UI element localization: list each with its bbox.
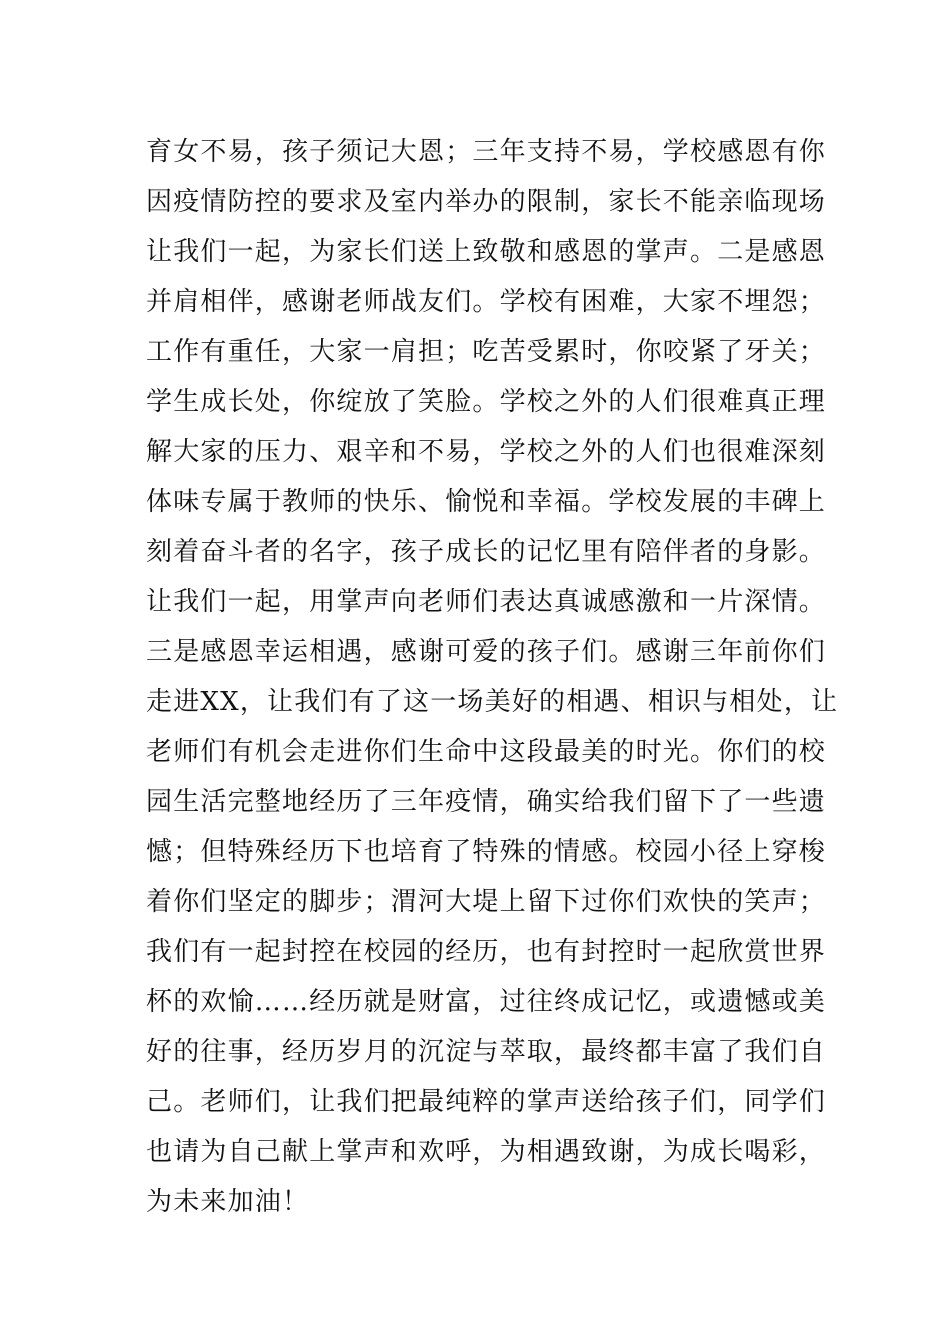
text-line: 也请为自己献上掌声和欢呼，为相遇致谢，为成长喝彩， xyxy=(146,1137,827,1167)
text-line: 走进XX，让我们有了这一场美好的相遇、相识与相处，让 xyxy=(146,687,839,717)
text-line: 并肩相伴，感谢老师战友们。学校有困难，大家不埋怨； xyxy=(146,287,827,317)
text-line: 育女不易，孩子须记大恩；三年支持不易，学校感恩有你 xyxy=(146,137,827,167)
text-line: 杯的欢愉……经历就是财富，过往终成记忆，或遗憾或美 xyxy=(146,987,827,1017)
text-line: 三是感恩幸运相遇，感谢可爱的孩子们。感谢三年前你们 xyxy=(146,637,827,667)
text-line: 憾；但特殊经历下也培育了特殊的情感。校园小径上穿梭 xyxy=(146,837,827,867)
text-line: 因疫情防控的要求及室内举办的限制，家长不能亲临现场 xyxy=(146,187,827,217)
text-line: 己。老师们，让我们把最纯粹的掌声送给孩子们，同学们 xyxy=(146,1087,827,1117)
text-line: 体味专属于教师的快乐、愉悦和幸福。学校发展的丰碑上 xyxy=(146,487,827,517)
text-line: 解大家的压力、艰辛和不易，学校之外的人们也很难深刻 xyxy=(146,437,827,467)
text-line: 园生活完整地经历了三年疫情，确实给我们留下了一些遗 xyxy=(146,787,827,817)
body-text xyxy=(146,127,839,1227)
text-line: 刻着奋斗者的名字，孩子成长的记忆里有陪伴者的身影。 xyxy=(146,537,827,567)
text-line: 让我们一起，为家长们送上致敬和感恩的掌声。二是感恩 xyxy=(146,237,827,267)
text-line: 学生成长处，你绽放了笑脸。学校之外的人们很难真正理 xyxy=(146,387,827,417)
text-line: 好的往事，经历岁月的沉淀与萃取，最终都丰富了我们自 xyxy=(146,1037,827,1067)
text-line: 为未来加油！ xyxy=(146,1187,310,1217)
text-line: 我们有一起封控在校园的经历，也有封控时一起欣赏世界 xyxy=(146,937,827,967)
text-line: 工作有重任，大家一肩担；吃苦受累时，你咬紧了牙关； xyxy=(146,337,827,367)
text-line: 让我们一起，用掌声向老师们表达真诚感激和一片深情。 xyxy=(146,587,827,617)
text-line: 老师们有机会走进你们生命中这段最美的时光。你们的校 xyxy=(146,737,827,767)
text-line: 着你们坚定的脚步；渭河大堤上留下过你们欢快的笑声； xyxy=(146,887,827,917)
